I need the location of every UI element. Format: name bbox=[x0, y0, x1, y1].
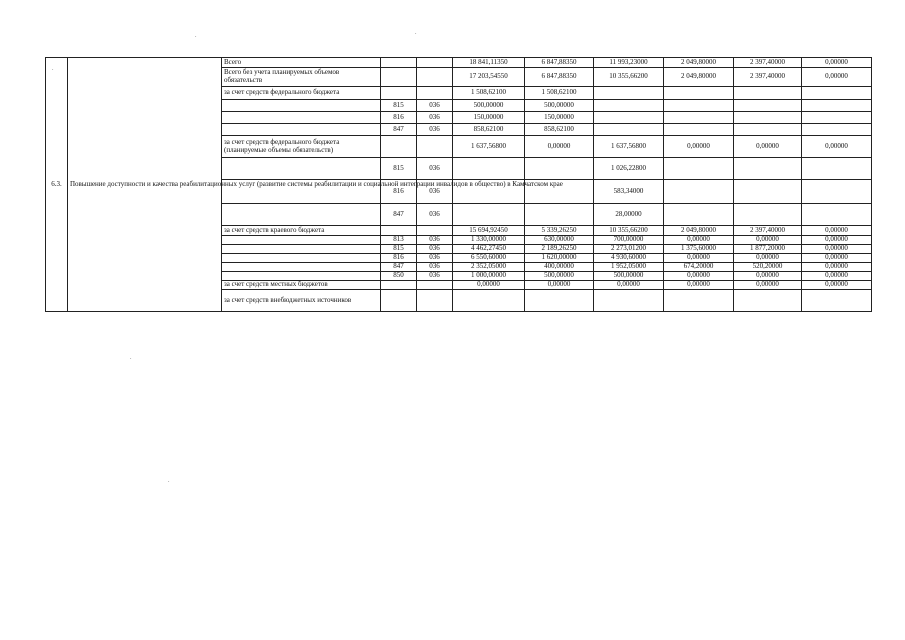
amount-cell: 1 508,62100 bbox=[525, 87, 594, 100]
code-cell: 816 bbox=[381, 180, 417, 204]
code-cell bbox=[381, 226, 417, 236]
amount-cell bbox=[594, 100, 664, 112]
program-name: Повышение доступности и качества реабилитационных услуг (развитие системы реабилитации и социальной интеграции инвалидов в общество) в Камчатском крае bbox=[68, 58, 222, 312]
table-row bbox=[46, 58, 872, 68]
amount-cell bbox=[802, 112, 872, 124]
amount-cell bbox=[525, 290, 594, 312]
amount-cell: 6 550,60000 bbox=[453, 254, 525, 263]
source-label bbox=[222, 204, 381, 226]
amount-cell: 0,00000 bbox=[525, 281, 594, 290]
amount-cell: 0,00000 bbox=[664, 136, 734, 158]
code-cell bbox=[381, 136, 417, 158]
code-cell: 816 bbox=[381, 254, 417, 263]
amount-cell: 2 049,80000 bbox=[664, 68, 734, 87]
source-label bbox=[222, 112, 381, 124]
code-cell bbox=[417, 87, 453, 100]
code-cell: 036 bbox=[417, 204, 453, 226]
code-cell: 036 bbox=[417, 263, 453, 272]
amount-cell: 2 273,01200 bbox=[594, 245, 664, 254]
amount-cell: 0,00000 bbox=[734, 236, 802, 245]
amount-cell bbox=[734, 112, 802, 124]
amount-cell: 2 189,26250 bbox=[525, 245, 594, 254]
code-cell bbox=[417, 290, 453, 312]
budget-table bbox=[45, 57, 872, 312]
code-cell: 816 bbox=[381, 112, 417, 124]
amount-cell bbox=[664, 180, 734, 204]
source-label bbox=[222, 236, 381, 245]
source-label bbox=[222, 245, 381, 254]
scan-speck: . bbox=[195, 33, 197, 39]
amount-cell: 700,00000 bbox=[594, 236, 664, 245]
source-label bbox=[222, 100, 381, 112]
amount-cell: 0,00000 bbox=[734, 272, 802, 281]
code-cell: 815 bbox=[381, 100, 417, 112]
amount-cell bbox=[802, 124, 872, 136]
amount-cell: 630,00000 bbox=[525, 236, 594, 245]
source-label bbox=[222, 263, 381, 272]
code-cell: 036 bbox=[417, 245, 453, 254]
code-cell bbox=[381, 68, 417, 87]
amount-cell: 0,00000 bbox=[734, 281, 802, 290]
code-cell bbox=[381, 281, 417, 290]
amount-cell: 0,00000 bbox=[453, 281, 525, 290]
amount-cell: 500,00000 bbox=[525, 100, 594, 112]
amount-cell bbox=[664, 290, 734, 312]
code-cell: 850 bbox=[381, 272, 417, 281]
source-label: за счет средств краевого бюджета bbox=[222, 226, 381, 236]
code-cell: 036 bbox=[417, 272, 453, 281]
amount-cell: 150,00000 bbox=[453, 112, 525, 124]
amount-cell bbox=[734, 158, 802, 180]
code-cell: 036 bbox=[417, 112, 453, 124]
code-cell: 847 bbox=[381, 124, 417, 136]
code-cell: 813 bbox=[381, 236, 417, 245]
amount-cell: 0,00000 bbox=[802, 68, 872, 87]
source-label bbox=[222, 254, 381, 263]
amount-cell bbox=[734, 290, 802, 312]
amount-cell: 1 637,56800 bbox=[594, 136, 664, 158]
amount-cell bbox=[802, 158, 872, 180]
source-label: Всего bbox=[222, 58, 381, 68]
amount-cell: 150,00000 bbox=[525, 112, 594, 124]
code-cell bbox=[417, 58, 453, 68]
code-cell bbox=[381, 58, 417, 68]
amount-cell: 0,00000 bbox=[802, 263, 872, 272]
amount-cell: 858,62100 bbox=[525, 124, 594, 136]
source-label bbox=[222, 158, 381, 180]
source-label: за счет средств федерального бюджета bbox=[222, 87, 381, 100]
amount-cell: 500,00000 bbox=[525, 272, 594, 281]
amount-cell bbox=[594, 124, 664, 136]
amount-cell: 0,00000 bbox=[802, 58, 872, 68]
amount-cell: 6 847,88350 bbox=[525, 68, 594, 87]
amount-cell: 0,00000 bbox=[525, 136, 594, 158]
code-cell bbox=[417, 226, 453, 236]
amount-cell: 0,00000 bbox=[802, 281, 872, 290]
amount-cell bbox=[664, 124, 734, 136]
amount-cell bbox=[664, 158, 734, 180]
amount-cell bbox=[734, 100, 802, 112]
scan-speck: . bbox=[52, 66, 54, 72]
amount-cell bbox=[453, 158, 525, 180]
amount-cell bbox=[802, 290, 872, 312]
amount-cell bbox=[802, 100, 872, 112]
table-body bbox=[46, 58, 872, 312]
amount-cell: 0,00000 bbox=[802, 236, 872, 245]
amount-cell bbox=[664, 87, 734, 100]
amount-cell: 28,00000 bbox=[594, 204, 664, 226]
amount-cell: 674,20000 bbox=[664, 263, 734, 272]
amount-cell: 0,00000 bbox=[802, 136, 872, 158]
code-cell: 815 bbox=[381, 158, 417, 180]
amount-cell: 2 049,80000 bbox=[664, 58, 734, 68]
amount-cell bbox=[453, 290, 525, 312]
amount-cell bbox=[734, 204, 802, 226]
code-cell: 815 bbox=[381, 245, 417, 254]
amount-cell: 1 000,00000 bbox=[453, 272, 525, 281]
amount-cell: 0,00000 bbox=[734, 254, 802, 263]
amount-cell: 17 203,54550 bbox=[453, 68, 525, 87]
amount-cell: 1 026,22800 bbox=[594, 158, 664, 180]
amount-cell: 520,20000 bbox=[734, 263, 802, 272]
code-cell bbox=[417, 281, 453, 290]
amount-cell bbox=[664, 204, 734, 226]
amount-cell: 0,00000 bbox=[664, 254, 734, 263]
amount-cell: 1 952,05000 bbox=[594, 263, 664, 272]
amount-cell: 1 877,20000 bbox=[734, 245, 802, 254]
amount-cell: 4 462,27450 bbox=[453, 245, 525, 254]
code-cell: 036 bbox=[417, 158, 453, 180]
amount-cell: 2 049,80000 bbox=[664, 226, 734, 236]
amount-cell: 1 375,60000 bbox=[664, 245, 734, 254]
amount-cell bbox=[594, 112, 664, 124]
amount-cell: 0,00000 bbox=[802, 272, 872, 281]
code-cell bbox=[381, 290, 417, 312]
amount-cell: 500,00000 bbox=[453, 100, 525, 112]
amount-cell bbox=[664, 100, 734, 112]
amount-cell: 0,00000 bbox=[802, 226, 872, 236]
code-cell: 036 bbox=[417, 254, 453, 263]
row-number: 6.3. bbox=[46, 58, 68, 312]
source-label: Всего без учета планируемых объемов обязательств bbox=[222, 68, 381, 87]
source-label bbox=[222, 124, 381, 136]
amount-cell: 2 397,40000 bbox=[734, 58, 802, 68]
amount-cell: 0,00000 bbox=[664, 281, 734, 290]
amount-cell: 10 355,66200 bbox=[594, 68, 664, 87]
amount-cell: 0,00000 bbox=[664, 236, 734, 245]
code-cell: 036 bbox=[417, 180, 453, 204]
amount-cell: 858,62100 bbox=[453, 124, 525, 136]
amount-cell bbox=[594, 87, 664, 100]
amount-cell: 0,00000 bbox=[594, 281, 664, 290]
amount-cell: 2 352,05000 bbox=[453, 263, 525, 272]
code-cell bbox=[417, 68, 453, 87]
amount-cell bbox=[453, 204, 525, 226]
code-cell bbox=[381, 87, 417, 100]
code-cell: 036 bbox=[417, 236, 453, 245]
amount-cell: 0,00000 bbox=[802, 245, 872, 254]
amount-cell: 1 637,56800 bbox=[453, 136, 525, 158]
amount-cell: 1 508,62100 bbox=[453, 87, 525, 100]
amount-cell: 5 339,26250 bbox=[525, 226, 594, 236]
amount-cell: 4 930,60000 bbox=[594, 254, 664, 263]
amount-cell: 15 694,92450 bbox=[453, 226, 525, 236]
amount-cell bbox=[734, 124, 802, 136]
source-label: за счет средств местных бюджетов bbox=[222, 281, 381, 290]
scan-speck: . bbox=[168, 478, 170, 484]
amount-cell: 1 330,00000 bbox=[453, 236, 525, 245]
code-cell: 036 bbox=[417, 124, 453, 136]
amount-cell: 18 841,11350 bbox=[453, 58, 525, 68]
code-cell: 847 bbox=[381, 263, 417, 272]
source-label: за счет средств внебюджетных источников bbox=[222, 290, 381, 312]
amount-cell bbox=[734, 87, 802, 100]
code-cell: 847 bbox=[381, 204, 417, 226]
amount-cell bbox=[734, 180, 802, 204]
amount-cell bbox=[802, 180, 872, 204]
amount-cell: 0,00000 bbox=[664, 272, 734, 281]
amount-cell bbox=[664, 112, 734, 124]
amount-cell: 2 397,40000 bbox=[734, 68, 802, 87]
amount-cell: 2 397,40000 bbox=[734, 226, 802, 236]
amount-cell: 1 620,00000 bbox=[525, 254, 594, 263]
source-label bbox=[222, 272, 381, 281]
amount-cell bbox=[525, 204, 594, 226]
source-label: за счет средств федерального бюджета (планируемые объемы обязательств) bbox=[222, 136, 381, 158]
code-cell: 036 bbox=[417, 100, 453, 112]
amount-cell: 10 355,66200 bbox=[594, 226, 664, 236]
scan-speck: . bbox=[130, 355, 132, 361]
amount-cell: 6 847,88350 bbox=[525, 58, 594, 68]
scan-speck: . bbox=[415, 30, 417, 36]
amount-cell: 583,34000 bbox=[594, 180, 664, 204]
amount-cell: 500,00000 bbox=[594, 272, 664, 281]
amount-cell bbox=[594, 290, 664, 312]
amount-cell bbox=[525, 158, 594, 180]
code-cell bbox=[417, 136, 453, 158]
amount-cell: 400,00000 bbox=[525, 263, 594, 272]
amount-cell: 0,00000 bbox=[734, 136, 802, 158]
amount-cell bbox=[802, 204, 872, 226]
amount-cell: 0,00000 bbox=[802, 254, 872, 263]
amount-cell: 11 993,23000 bbox=[594, 58, 664, 68]
amount-cell bbox=[802, 87, 872, 100]
